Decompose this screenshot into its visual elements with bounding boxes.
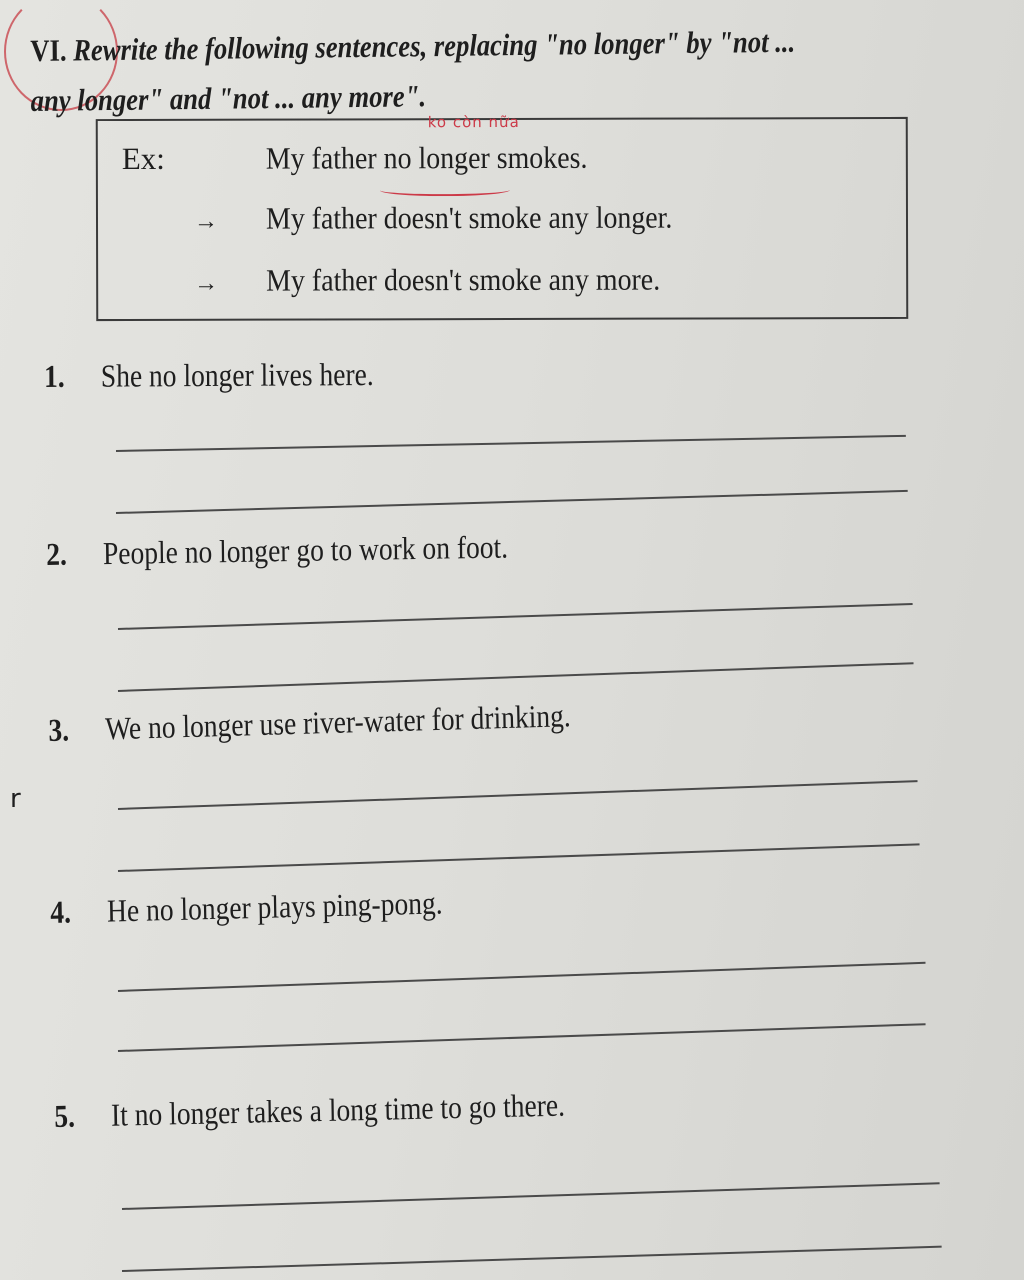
answer-line[interactable] [122, 1182, 940, 1210]
question-4 [50, 884, 443, 931]
handwritten-note: ko còn nữa [427, 112, 520, 132]
question-number: 5. [54, 1097, 76, 1134]
question-text: She no longer lives here. [100, 355, 374, 394]
exercise-number: VI. [30, 32, 67, 68]
answer-line[interactable] [122, 1246, 942, 1272]
question-2 [46, 529, 508, 573]
example-answer-2: My father doesn't smoke any more. [266, 261, 661, 298]
answer-line[interactable] [118, 662, 914, 692]
question-number: 3. [48, 711, 70, 748]
question-text: People no longer go to work on foot. [102, 528, 509, 572]
answer-line[interactable] [116, 435, 906, 452]
arrow-icon: → [193, 208, 219, 235]
example-answer-1: My father doesn't smoke any longer. [265, 199, 673, 236]
answer-line[interactable] [116, 490, 908, 514]
question-number: 1. [44, 357, 65, 394]
question-number: 2. [46, 535, 68, 572]
question-text: We no longer use river-water for drinking. [104, 697, 572, 747]
exercise-instruction: Rewrite the following sentences, replacing "no longer" by "not ... any longer" and "not ... any more". [30, 23, 796, 118]
red-underline-mark [380, 184, 510, 196]
pen-mark: r [10, 784, 21, 814]
answer-line[interactable] [118, 843, 920, 872]
arrow-icon: → [194, 270, 219, 297]
example-label: Ex: [121, 140, 165, 176]
answer-line[interactable] [118, 603, 913, 630]
answer-line[interactable] [118, 1023, 926, 1052]
question-text: It no longer takes a long time to go there. [110, 1086, 566, 1133]
question-text: He no longer plays ping-pong. [106, 884, 443, 929]
question-5 [54, 1087, 565, 1135]
answer-line[interactable] [118, 780, 918, 810]
answer-line[interactable] [118, 962, 926, 992]
question-3 [48, 697, 571, 749]
example-sentence: My father no longer smokes. [265, 139, 588, 176]
exercise-title [30, 16, 839, 126]
example-box [96, 112, 909, 321]
question-1 [44, 356, 374, 395]
question-number: 4. [50, 893, 72, 930]
